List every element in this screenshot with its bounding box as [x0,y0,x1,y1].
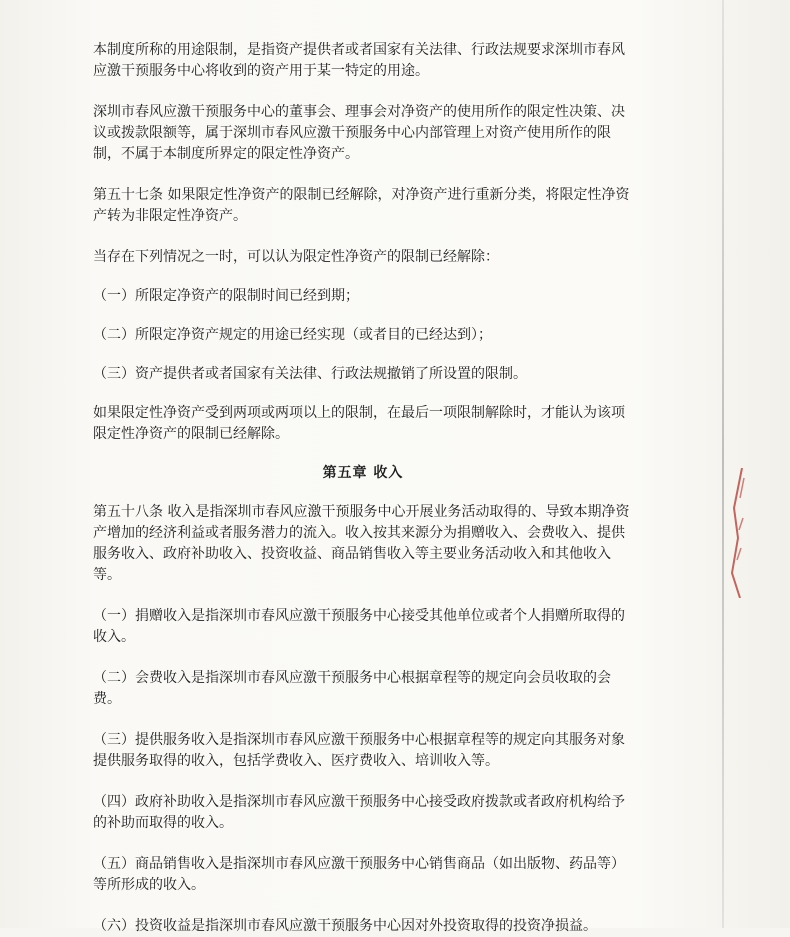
paragraph-multiple-restrictions: 如果限定性净资产受到两项或两项以上的限制，在最后一项限制解除时，才能认为该项限定性净资产的限制已经解除。 [93,405,625,442]
document-body [93,40,633,937]
page-fold-line [722,0,724,928]
chapter-title: 第五章 收入 [322,465,404,481]
income-item-donation: （一）捐赠收入是指深圳市春风应激干预服务中心接受其他单位或者个人捐赠所取得的收入。 [93,608,625,645]
income-item-government: （四）政府补助收入是指深圳市春风应激干预服务中心接受政府拨款或者政府机构给予的补助而取得的收入。 [93,794,625,831]
condition-item-3: （三）资产提供者或者国家有关法律、行政法规撤销了所设置的限制。 [93,366,527,382]
income-item-membership: （二）会费收入是指深圳市春风应激干预服务中心根据章程等的规定向会员收取的会费。 [93,670,611,707]
income-item-sales: （五）商品销售收入是指深圳市春风应激干预服务中心销售商品（如出版物、药品等）等所形成的收入。 [93,856,625,893]
article-57: 第五十七条 如果限定性净资产的限制已经解除，对净资产进行重新分类，将限定性净资产转为非限定性净资产。 [93,187,630,224]
income-item-service: （三）提供服务收入是指深圳市春风应激干预服务中心根据章程等的规定向其服务对象提供服务取得的收入，包括学费收入、医疗费收入、培训收入等。 [93,732,625,769]
paragraph-usage-restriction: 本制度所称的用途限制，是指资产提供者或者国家有关法律、行政法规要求深圳市春风应激干预服务中心将收到的资产用于某一特定的用途。 [93,42,625,79]
red-stamp-edge [728,468,750,598]
paragraph-release-conditions: 当存在下列情况之一时，可以认为限定性净资产的限制已经解除： [93,249,499,265]
article-58: 第五十八条 收入是指深圳市春风应激干预服务中心开展业务活动取得的、导致本期净资产增加的经济利益或者服务潜力的流入。收入按其来源分为捐赠收入、会费收入、提供服务收入、政府补助收入、投资收益、商品销售收入等主要业务活动收入和其他收入等。 [93,504,630,583]
income-item-investment: （六）投资收益是指深圳市春风应激干预服务中心因对外投资取得的投资净损益。 [93,918,597,934]
condition-item-2: （二）所限定净资产规定的用途已经实现（或者目的已经达到）； [93,327,492,343]
condition-item-1: （一）所限定净资产的限制时间已经到期； [93,288,359,304]
paragraph-board-decision: 深圳市春风应激干预服务中心的董事会、理事会对净资产的使用所作的限定性决策、决议或拨款限额等，属于深圳市春风应激干预服务中心内部管理上对资产使用所作的限制，不属于本制度所界定的限定性净资产。 [93,104,625,162]
